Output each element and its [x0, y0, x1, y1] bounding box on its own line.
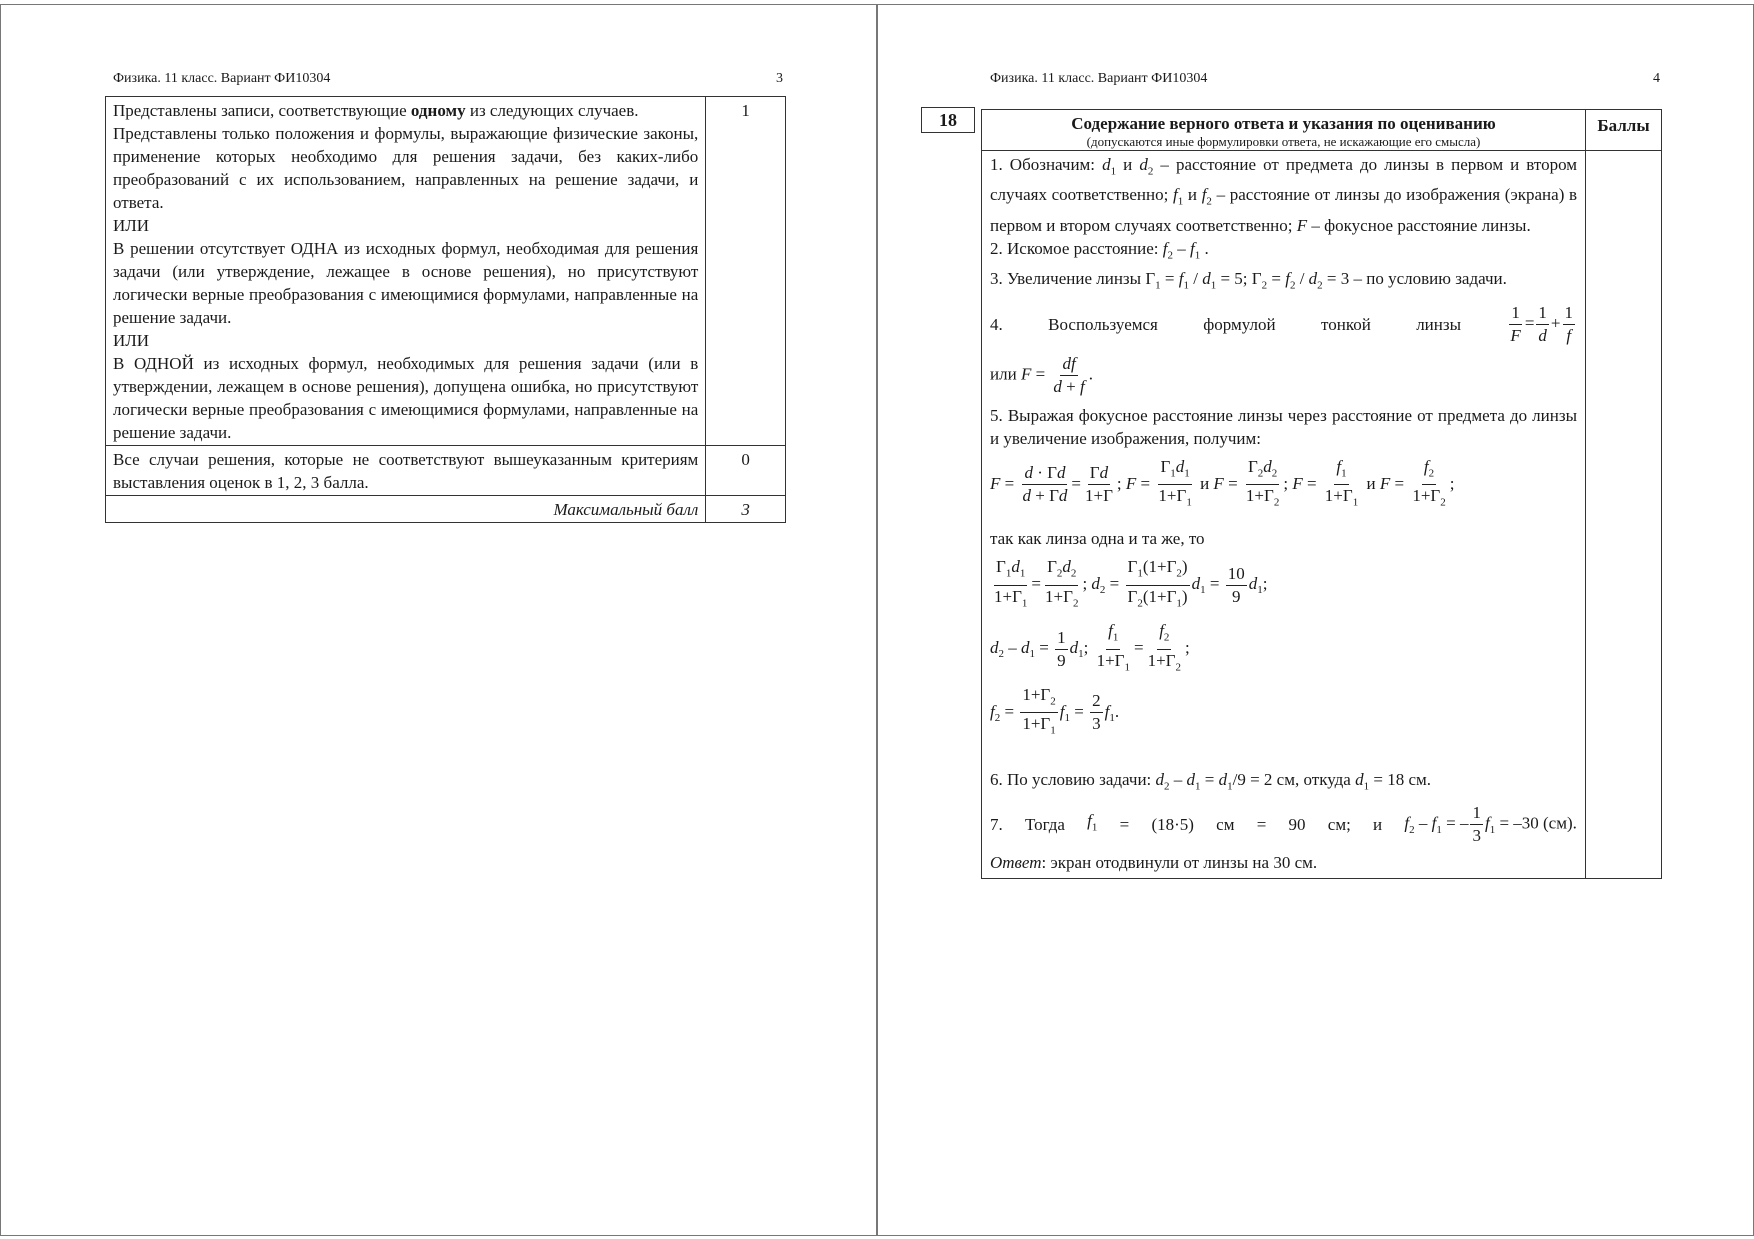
left-page-number: 3	[776, 71, 783, 86]
left-page-header: Физика. 11 класс. Вариант ФИ10304	[113, 71, 331, 86]
focal-length-formulas: F = $\frac{d \cdot \Gamma d}{d + \Gamma d}$ = $\frac{\Gamma d}{1+\Gamma}$ ; F = $\frac{\Gamma_1d_1}{1+\Gamma_1}$ и F = $\frac{\Gamma_2d_2}{1+\Gamma_2}$ ; F = $\frac{f_1}{1+\Gamma_1}$ и F = $\frac{f_2}{1+\Gamma_2}$ ;	[990, 456, 1455, 509]
thin-lens-formula: или F = $\frac{df}{d + f}$ .	[990, 353, 1093, 396]
solution-step-3: 3. Увеличение линзы $\Gamma_1 = f_1 / d_1 = 5$; $\Gamma_2 = f_2 / d_2 = 3$ – по условию задачи.	[990, 269, 1507, 292]
criteria-p3: В решении отсутствует ОДНА из исходных формул, необходимая для решения задачи (или утверждение, лежащее в основе решения), но присутствуют логически верные преобразования с имеющимися формулами, направленные на решение задачи.	[113, 239, 699, 327]
equation-d2: $\frac{\Gamma_1d_1}{1+\Gamma_1}$ = $\frac{\Gamma_2d_2}{1+\Gamma_2}$ ; $d_2$ = $\frac{\Gamma_1(1+\Gamma_2)}{\Gamma_2(1+\Gamma_1)}$ $d_1$ = $\frac{10}{9}$ $d_1$;	[994, 557, 1268, 610]
criteria-p4: В ОДНОЙ из исходных формул, необходимых для решения задачи (или в утверждении, лежащем в основе решения), допущена ошибка, но присутствуют логически верные преобразования с имеющимися формулами, направленные на решение задачи.	[113, 354, 699, 442]
criteria-table	[105, 96, 786, 523]
table-title: Содержание верного ответа и указания по оцениванию	[1071, 114, 1496, 133]
solution-table	[981, 109, 1662, 879]
max-score-row	[106, 496, 786, 523]
right-page-number: 4	[1653, 71, 1660, 86]
solution-step-7: 7. Тогда $f_1$ = (18·5) см = 90 см; и $f_2 - f_1$ = – $\frac{1}{3}$ $f_1 = -30$ (см).	[990, 803, 1577, 846]
equation-difference: $d_2 - d_1$ = $\frac{1}{9}$ $d_1$; $\frac{f_1}{1+\Gamma_1}$ = $\frac{f_2}{1+\Gamma_2}$ ;	[990, 621, 1190, 673]
max-score-value: 3	[706, 496, 786, 523]
solution-step-4: 4. Воспользуемся формулой тонкой линзы $\frac{1}{F}$ = $\frac{1}{d}$ + $\frac{1}{f}$	[990, 302, 1573, 345]
solution-body	[982, 151, 1586, 879]
max-score-label: Максимальный балл	[106, 496, 706, 523]
criteria-p1: Представлены записи, соответствующие одному из следующих случаев.	[113, 101, 639, 120]
criteria-points-1: 1	[706, 97, 786, 446]
solution-step-5: 5. Выражая фокусное расстояние линзы через расстояние от предмета до линзы и увеличение изображения, получим:	[990, 405, 1577, 448]
solution-step-2: 2. Искомое расстояние: $f_2 - f_1$ .	[990, 238, 1209, 262]
criteria-row-2	[106, 446, 786, 496]
same-lens-text: так как линза одна и та же, то	[990, 529, 1205, 549]
criteria-or-1: ИЛИ	[113, 216, 150, 235]
final-answer: Ответ: экран отодвинули от линзы на 30 см.	[990, 853, 1318, 873]
points-column-header: Баллы	[1586, 110, 1662, 151]
solution-table-header	[982, 110, 1586, 151]
points-cell	[1586, 151, 1662, 879]
criteria-points-2: 0	[706, 446, 786, 496]
task-number-box: 18	[921, 107, 975, 133]
criteria-text-2: Все случаи решения, которые не соответствуют вышеуказанным критериям выставления оценок в 1, 2, 3 балла.	[106, 446, 706, 496]
criteria-p2: Представлены только положения и формулы, выражающие физические законы, применение которых необходимо для решения задачи, без каких-либо преобразований с их использованием, направленных на решение задачи, и ответа.	[113, 124, 699, 212]
solution-step-6: 6. По условию задачи: $d_2 - d_1 = d_1/9 = 2$ см, откуда $d_1 = 18$ см.	[990, 769, 1431, 793]
table-subtitle: (допускаются иные формулировки ответа, не искажающие его смысла)	[1086, 134, 1481, 149]
equation-f2: $f_2$ = $\frac{1+\Gamma_2}{1+\Gamma_1}$ $f_1$ = $\frac{2}{3}$ $f_1$.	[990, 684, 1120, 737]
solution-step-1: 1. Обозначим: $d_1$ и $d_2$ – расстояние от предмета до линзы в первом и втором случаях соответственно; $f_1$ и $f_2$ – расстояние от линзы до изображения (экрана) в первом и втором случаях соответственно; F – фокусное расстояние линзы.	[990, 155, 1578, 235]
right-page-header: Физика. 11 класс. Вариант ФИ10304	[990, 71, 1208, 86]
criteria-or-2: ИЛИ	[113, 331, 150, 350]
criteria-row-1	[106, 97, 786, 446]
criteria-text-1	[106, 97, 706, 446]
